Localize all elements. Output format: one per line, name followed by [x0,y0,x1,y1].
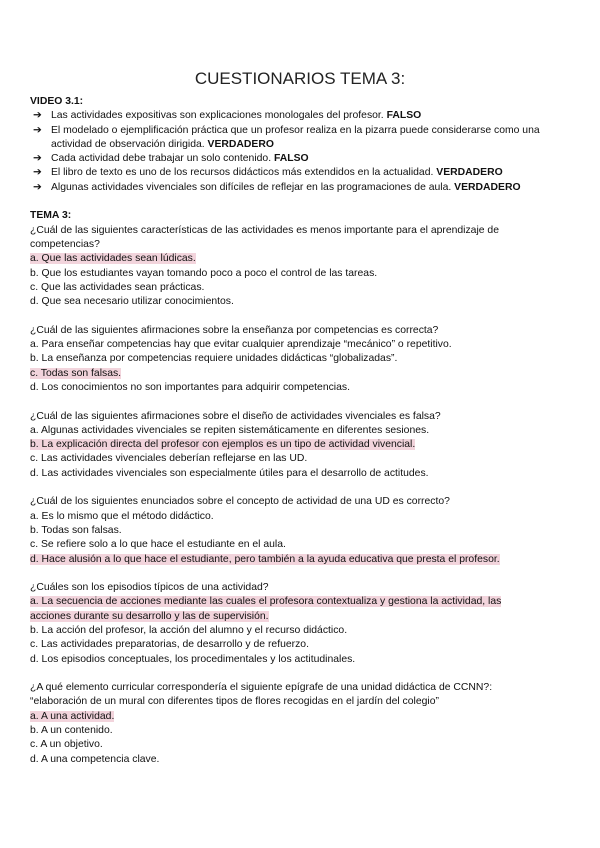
question-text: competencias? [30,238,100,250]
question-text: ¿A qué elemento curricular correspondería el siguiente epígrafe de una unidad didáctica de CCNN?: [30,682,493,694]
video-heading: VIDEO 3.1: [30,96,84,107]
answer-option-highlighted: a. Que las actividades sean lúdicas. [30,253,196,265]
answer-option: b. La enseñanza por competencias requiere unidades didácticas “globalizadas”. [30,353,398,365]
question-text: ¿Cuáles son los episodios típicos de una actividad? [30,582,269,594]
answer-option: c. A un objetivo. [30,739,103,751]
answer-option: d. Los conocimientos no son importantes para adquirir competencias. [30,381,350,393]
list-item: ➔ Algunas actividades vivenciales son difíciles de reflejar en las programaciones de aula. VERDADERO [30,181,570,195]
question-block [30,324,570,395]
answer-option: c. Que las actividades sean prácticas. [30,281,205,293]
answer-option-highlighted: acciones durante su desarrollo y las de supervisión. [30,610,269,622]
answer-option: b. Todas son falsas. [30,524,122,536]
answer-option-highlighted: a. La secuencia de acciones mediante las cuales el profesora contextualiza y gestiona la actividad, las [30,596,502,608]
question-text: ¿Cuál de las siguientes afirmaciones sobre el diseño de actividades vivenciales es falsa? [30,410,441,422]
question-block [30,410,570,481]
question-text: ¿Cuál de las siguientes características de las actividades es menos importante para el aprendizaje de [30,224,499,236]
answer-option: c. Se refiere solo a lo que hace el estudiante en el aula. [30,539,286,551]
question-block [30,681,570,767]
question-text: ¿Cuál de las siguientes afirmaciones sobre la enseñanza por competencias es correcta? [30,324,439,336]
answer-option: a. Es lo mismo que el método didáctico. [30,510,214,522]
answer-option-highlighted: c. Todas son falsas. [30,367,122,379]
answer-option: d. Las actividades vivenciales son especialmente útiles para el desarrollo de actitudes. [30,467,429,479]
answer-option: c. Las actividades vivenciales deberían reflejarse en las UD. [30,453,308,465]
question-block [30,495,570,566]
question-block [30,581,570,667]
question-text: “elaboración de un mural con diferentes tipos de flores recogidas en el jardín del colegio” [30,696,439,708]
list-item: ➔ El libro de texto es uno de los recursos didácticos más extendidos en la actualidad. VERDADERO [30,166,570,180]
answer-option: b. Que los estudiantes vayan tomando poco a poco el control de las tareas. [30,267,378,279]
answer-option: b. A un contenido. [30,725,113,737]
arrow-bullet-icon: ➔ [33,181,42,193]
answer-option-highlighted: b. La explicación directa del profesor con ejemplos es un tipo de actividad vivencial. [30,439,416,451]
arrow-bullet-icon: ➔ [33,153,42,165]
video-statements [30,109,570,195]
answer-option: d. Los episodios conceptuales, los procedimentales y los actitudinales. [30,653,356,665]
answer-option: c. Las actividades preparatorias, de desarrollo y de refuerzo. [30,639,309,651]
arrow-bullet-icon: ➔ [33,124,42,136]
answer-option: a. Algunas actividades vivenciales se repiten sistemáticamente en diferentes sesiones. [30,424,430,436]
page-title: CUESTIONARIOS TEMA 3: [194,69,406,88]
list-item: ➔ Cada actividad debe trabajar un solo contenido. FALSO [30,152,570,166]
tema-heading: TEMA 3: [30,210,72,222]
answer-option-highlighted: a. A una actividad. [30,710,115,722]
question-block [30,224,570,310]
list-item: ➔ El modelado o ejemplificación práctica que un profesor realiza en la pizarra puede considerarse como una actividad de observación dirigida. VERDADERO [33,124,540,150]
arrow-bullet-icon: ➔ [33,167,42,179]
answer-option: b. La acción del profesor, la acción del alumno y el recurso didáctico. [30,624,348,636]
question-text: ¿Cuál de los siguientes enunciados sobre el concepto de actividad de una UD es correcto? [30,496,450,508]
answer-option: d. A una competencia clave. [30,753,160,765]
answer-option-highlighted: d. Hace alusión a lo que hace el estudiante, pero también a la ayuda educativa que presta el profesor. [30,553,500,565]
answer-option: d. Que sea necesario utilizar conocimientos. [30,296,234,308]
arrow-bullet-icon: ➔ [33,110,42,122]
list-item: ➔ Las actividades expositivas son explicaciones monologales del profesor. FALSO [30,109,570,123]
answer-option: a. Para enseñar competencias hay que evitar cualquier aprendizaje “mecánico” o repetitivo. [30,339,452,351]
